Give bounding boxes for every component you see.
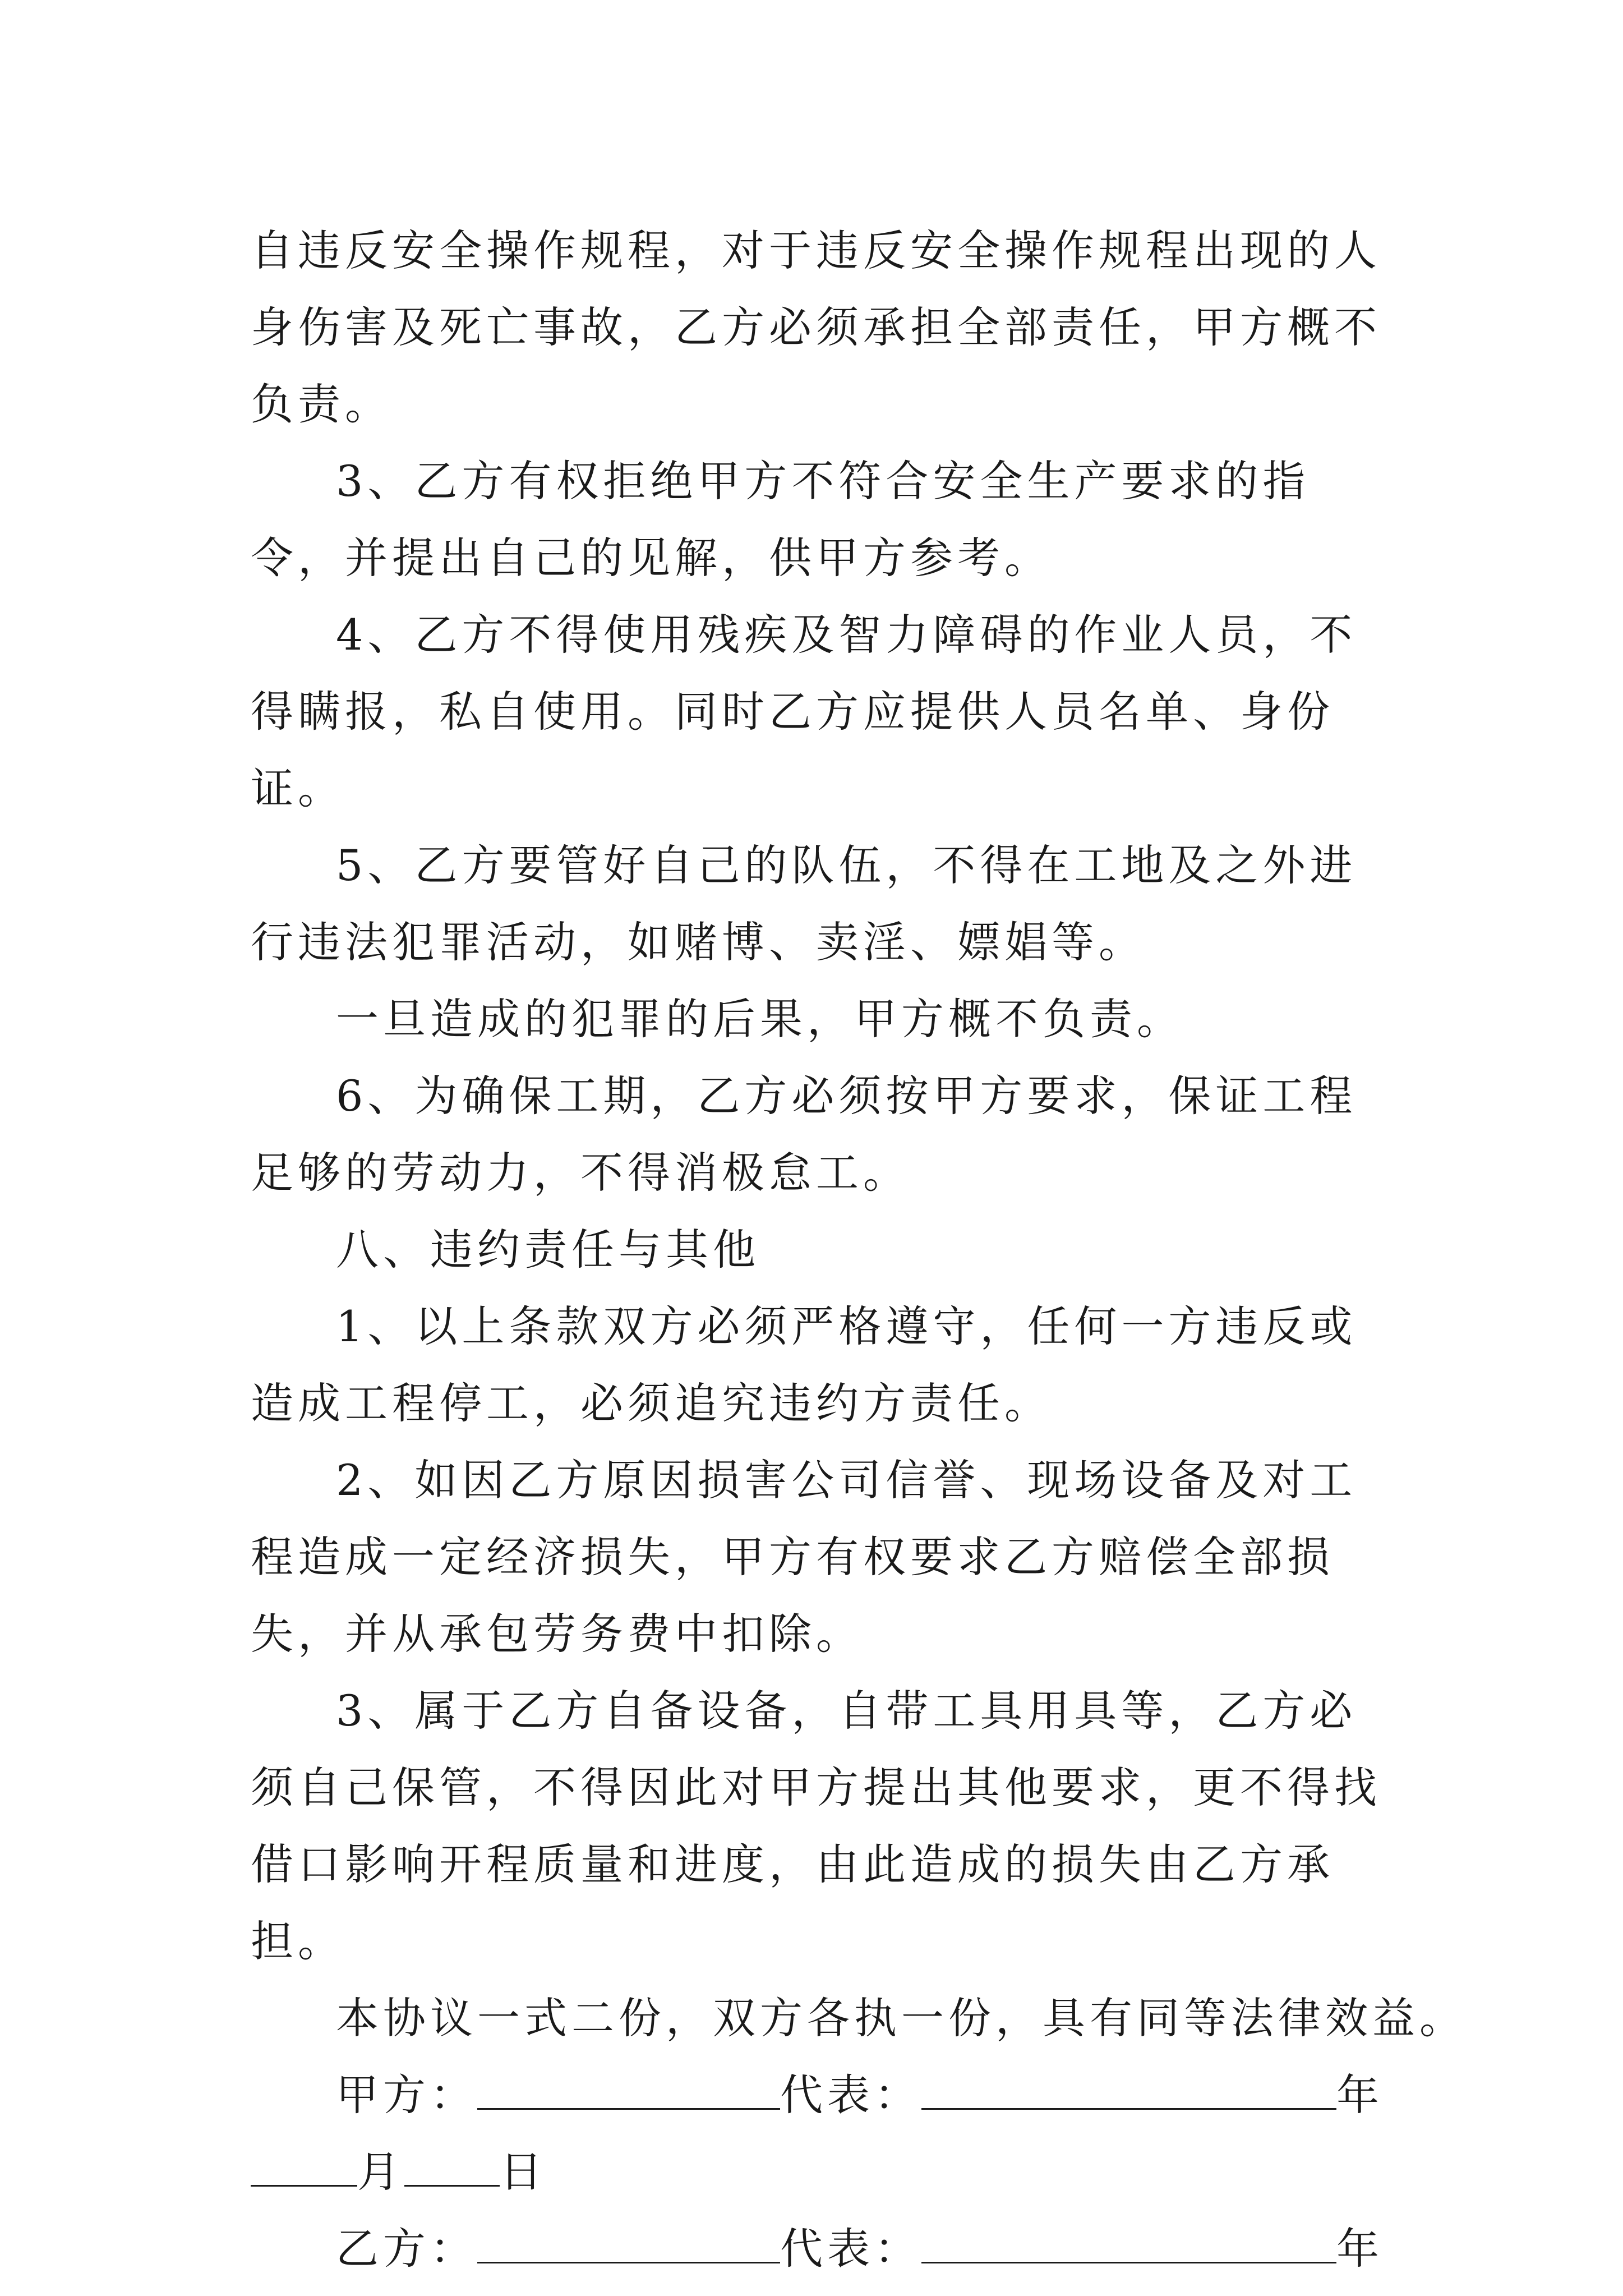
signature-party-b-line — [251, 2210, 1386, 2287]
signature-party-a-line — [251, 2056, 1386, 2133]
party-b-blank — [477, 2223, 780, 2263]
paragraph-copies: 本协议一式二份，双方各执一份，具有同等法律效益。 — [336, 1993, 1467, 2043]
party-a-day-label: 日 — [500, 2147, 547, 2197]
paragraph-breach-clause-2: 2、如因乙方原因损害公司信誉、现场设备及对工程造成一定经济损失，甲方有权要求乙方赔偿全部损失，并从承包劳务费中扣除。 — [251, 1455, 1357, 1659]
paragraph-breach-clause-3: 3、属于乙方自备设备，自带工具用具等，乙方必须自己保管，不得因此对甲方提出其他要求，更不得找借口影响开程质量和进度，由此造成的损失由乙方承担。 — [251, 1686, 1381, 1966]
party-b-label: 乙方： — [336, 2224, 477, 2274]
party-a-year-label: 年 — [1336, 2070, 1384, 2120]
paragraph-clause-3-refuse-orders: 3、乙方有权拒绝甲方不符合安全生产要求的指令，并提出自己的见解，供甲方参考。 — [251, 456, 1310, 583]
paragraph-breach-clause-1: 1、以上条款双方必须严格遵守，任何一方违反或造成工程停工，必须追究违约方责任。 — [251, 1301, 1357, 1428]
paragraph-clause-4-personnel: 4、乙方不得使用残疾及智力障碍的作业人员，不得瞒报，私自使用。同时乙方应提供人员名单、身份证。 — [251, 610, 1357, 813]
party-a-day-blank — [404, 2146, 500, 2187]
party-a-blank — [477, 2069, 780, 2110]
party-a-month-blank — [251, 2146, 357, 2187]
party-a-rep-blank — [921, 2069, 1336, 2110]
paragraph-clause-5-team-conduct: 5、乙方要管好自己的队伍，不得在工地及之外进行违法犯罪活动，如赌博、卖淫、嫖娼等。 — [251, 840, 1357, 967]
paragraph-criminal-consequence: 一旦造成的犯罪的后果，甲方概不负责。 — [336, 994, 1184, 1044]
paragraph-clause-6-labor: 6、为确保工期，乙方必须按甲方要求，保证工程足够的劳动力，不得消极怠工。 — [251, 1071, 1357, 1198]
party-b-year-label: 年 — [1336, 2224, 1384, 2274]
section-heading-breach: 八、违约责任与其他 — [336, 1225, 760, 1274]
signature-party-a-date-line — [251, 2133, 1386, 2210]
document-body — [251, 212, 1467, 2287]
party-b-rep-blank — [921, 2223, 1336, 2263]
party-a-rep-label: 代表： — [780, 2070, 921, 2120]
party-b-rep-label: 代表： — [780, 2224, 921, 2274]
paragraph-safety-liability: 自违反安全操作规程，对于违反安全操作规程出现的人身伤害及死亡事故，乙方必须承担全部责任，甲方概不负责。 — [251, 226, 1381, 429]
party-a-label: 甲方： — [336, 2070, 477, 2120]
party-a-month-label: 月 — [357, 2147, 404, 2197]
